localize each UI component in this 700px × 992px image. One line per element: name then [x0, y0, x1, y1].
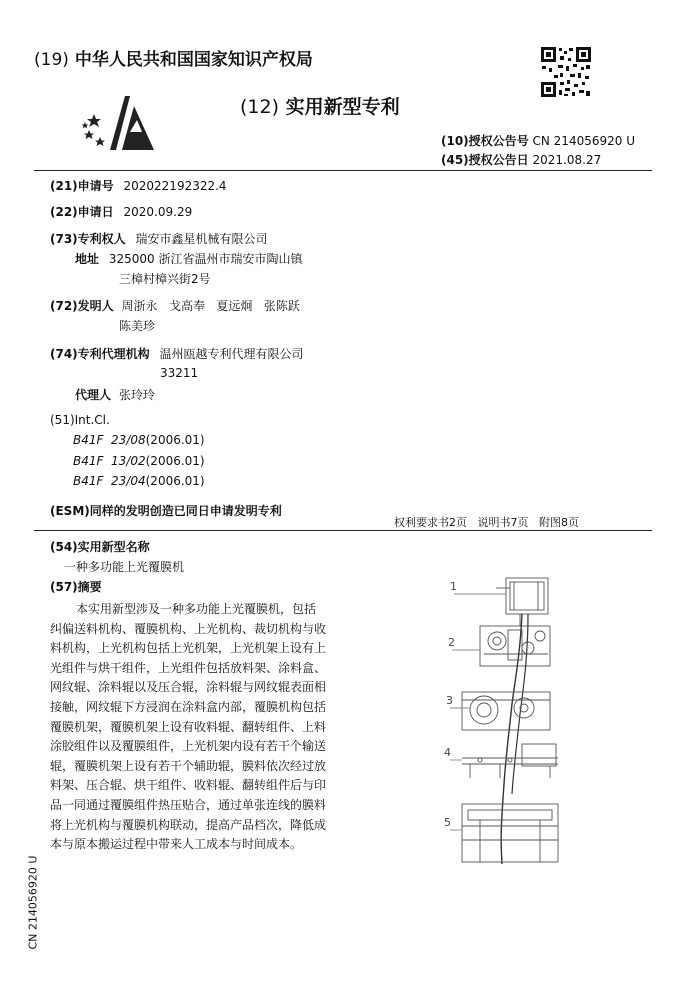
- office-code: (19): [34, 50, 69, 70]
- ipc-entry: [73, 433, 205, 447]
- abstract-label-text: (57)摘要: [50, 580, 102, 594]
- inventors-label: (72)发明人: [50, 299, 114, 313]
- office-heading: [34, 45, 313, 70]
- cnipa-emblem-icon: [80, 92, 160, 154]
- application-number-value: 202022192322.4: [123, 179, 227, 193]
- agent-value: 张玲玲: [118, 388, 155, 402]
- ipc-code: B41F 23/08: [73, 433, 146, 447]
- side-publication-number: [26, 855, 40, 950]
- application-number-row: [50, 177, 227, 194]
- ipc-entry: [73, 454, 205, 468]
- publication-date-label: (45)授权公告日: [441, 153, 529, 167]
- address-line-2: 三樟村樟兴街2号: [119, 272, 211, 286]
- qr-code-icon: [540, 46, 592, 98]
- address-row: [75, 250, 302, 267]
- utility-model-title-label: [50, 538, 150, 555]
- inventors-line-2: 陈美珍: [119, 319, 156, 333]
- agency-row: [50, 345, 304, 362]
- doc-type-code: (12): [240, 96, 280, 118]
- patentee-row: [50, 230, 268, 247]
- ipc-code: B41F 13/02: [73, 454, 146, 468]
- figure-label: 4: [444, 746, 451, 759]
- publication-number-row: [441, 132, 635, 149]
- agent-label: 代理人: [75, 388, 112, 402]
- application-date-label: (22)申请日: [50, 205, 114, 219]
- header-divider: [34, 170, 652, 171]
- section-divider: [34, 530, 652, 531]
- figure-label: 5: [444, 816, 451, 829]
- abstract-body: [50, 600, 327, 855]
- machine-unit-2: [480, 626, 550, 666]
- abstract-text: 本实用新型涉及一种多功能上光覆膜机，包括纠偏送料机构、覆膜机构、上光机构、裁切机构与收料机构，上光机构包括上光机架，上光机架上设有上光组件与烘干组件，上光组件包括放料架、涂料盒、网纹辊、涂料辊以及压合辊，涂料辊与网纹辊表面相接触，网纹辊下方浸润在涂料盒内部，覆膜机构包括覆膜机架，覆膜机架上设有收料辊、翻转组件、上料涂胶组件以及覆膜组件，上光机架内设有若干个输送辊，覆膜机架上设有若干个辅助辊，膜料依次经过放料架、压合辊、烘干组件、收料辊、翻转组件后与印品一同通过覆膜组件热压贴合，通过单张连线的膜料将上光机构与覆膜机构联动，提高产品档次，降低成本与原本搬运过程中带来人工成本与时间成本。: [50, 602, 327, 852]
- side-number-text: CN 214056920 U: [26, 855, 40, 950]
- document-type: [240, 92, 400, 119]
- agency-label: (74)专利代理机构: [50, 347, 150, 361]
- ipc-version: (2006.01): [145, 433, 205, 447]
- figure-label: 1: [450, 580, 457, 593]
- figure-label: 2: [448, 636, 455, 649]
- esm-text: (ESM)同样的发明创造已同日申请发明专利: [50, 504, 282, 518]
- ipc-entry: [73, 474, 205, 488]
- publication-date-row: [441, 151, 601, 168]
- address-line-1: 325000 浙江省温州市瑞安市陶山镇: [108, 252, 303, 266]
- page-counts: 权利要求书2页 说明书7页 附图8页: [394, 516, 579, 529]
- abstract-label: [50, 578, 102, 595]
- inventors-row: [50, 297, 300, 314]
- inventors-line-1: 周浙永 戈高奉 夏远炯 张陈跃: [121, 299, 300, 313]
- patentee-value: 瑞安市鑫星机械有限公司: [135, 232, 268, 246]
- agency-line-2: 33211: [160, 366, 199, 380]
- application-date-row: [50, 203, 192, 220]
- figure-label: 3: [446, 694, 453, 707]
- machine-unit-3: [462, 692, 550, 730]
- patentee-label: (73)专利权人: [50, 232, 126, 246]
- ipc-code: B41F 23/04: [73, 474, 146, 488]
- machine-unit-5: [462, 804, 558, 862]
- ipc-version: (2006.01): [145, 454, 205, 468]
- agent-row: [75, 386, 155, 403]
- office-name: 中华人民共和国国家知识产权局: [74, 50, 313, 70]
- ipc-version: (2006.01): [145, 474, 205, 488]
- doc-type-name: 实用新型专利: [285, 96, 400, 118]
- publication-number-label: (10)授权公告号: [441, 134, 529, 148]
- application-number-label: (21)申请号: [50, 179, 114, 193]
- publication-date-value: 2021.08.27: [532, 153, 602, 167]
- application-date-value: 2020.09.29: [123, 205, 193, 219]
- machine-unit-4: [462, 744, 558, 778]
- address-label: 地址: [75, 252, 100, 266]
- representative-drawing: [440, 574, 580, 874]
- int-cl-label: (51)Int.Cl.: [50, 413, 110, 427]
- publication-number-value: CN 214056920 U: [532, 134, 635, 148]
- agency-line-1: 温州瓯越专利代理有限公司: [159, 347, 304, 361]
- esm-note: [50, 502, 282, 519]
- utility-model-title: 一种多功能上光覆膜机: [64, 560, 185, 574]
- title-label-text: (54)实用新型名称: [50, 540, 150, 554]
